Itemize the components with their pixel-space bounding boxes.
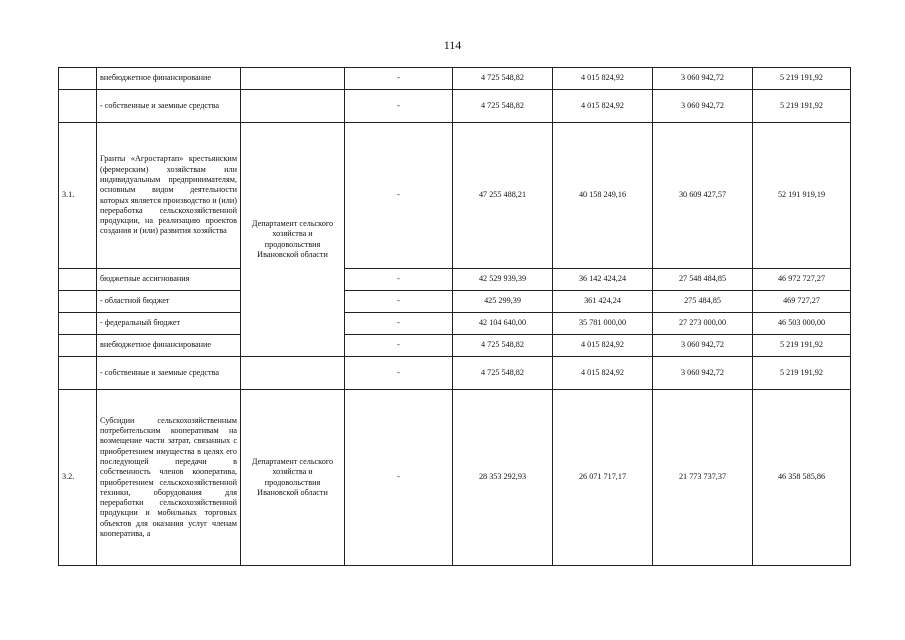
row-value-1: 425 299,39 [453,291,553,313]
row-value-3: 21 773 737,37 [653,390,753,566]
row-value-3: 3 060 942,72 [653,90,753,123]
row-value-3: 275 484,85 [653,291,753,313]
row-value-1: 42 104 640,00 [453,313,553,335]
row-number: 3.2. [59,390,97,566]
row-value-1: 47 255 488,21 [453,123,553,269]
row-department: Департамент сельского хозяйства и продовольствия Ивановской области [241,123,345,357]
row-col4: - [345,335,453,357]
row-value-2: 35 781 000,00 [553,313,653,335]
row-number [59,90,97,123]
row-description: внебюджетное финансирование [97,68,241,90]
page-number: 114 [443,38,462,52]
table-row [59,269,851,291]
row-department [241,357,345,390]
row-value-2: 40 158 249,16 [553,123,653,269]
row-description: бюджетные ассигнования [97,269,241,291]
row-value-4: 46 358 585,86 [753,390,851,566]
row-value-2: 26 071 717,17 [553,390,653,566]
row-value-2: 4 015 824,92 [553,335,653,357]
row-value-3: 3 060 942,72 [653,335,753,357]
row-number [59,68,97,90]
table-row [59,68,851,90]
row-department: Департамент сельского хозяйства и продовольствия Ивановской области [241,390,345,566]
row-col4: - [345,68,453,90]
table-row [59,390,851,566]
row-value-3: 27 548 484,85 [653,269,753,291]
row-description: - собственные и заемные средства [97,90,241,123]
table-row [59,291,851,313]
row-value-4: 5 219 191,92 [753,357,851,390]
row-number: 3.1. [59,123,97,269]
row-col4: - [345,123,453,269]
row-value-4: 46 503 000,00 [753,313,851,335]
row-description: - федеральный бюджет [97,313,241,335]
row-value-1: 4 725 548,82 [453,90,553,123]
row-value-4: 5 219 191,92 [753,68,851,90]
row-value-2: 36 142 424,24 [553,269,653,291]
row-number [59,357,97,390]
row-description: - областной бюджет [97,291,241,313]
row-value-3: 3 060 942,72 [653,357,753,390]
row-col4: - [345,90,453,123]
budget-table [58,67,851,566]
row-value-3: 27 273 000,00 [653,313,753,335]
row-value-4: 5 219 191,92 [753,90,851,123]
row-value-3: 30 609 427,57 [653,123,753,269]
row-value-2: 361 424,24 [553,291,653,313]
row-value-2: 4 015 824,92 [553,90,653,123]
row-number [59,291,97,313]
row-col4: - [345,357,453,390]
table-row [59,335,851,357]
row-department [241,68,345,90]
row-value-1: 42 529 939,39 [453,269,553,291]
row-value-3: 3 060 942,72 [653,68,753,90]
row-number [59,313,97,335]
row-value-4: 469 727,27 [753,291,851,313]
row-col4: - [345,390,453,566]
row-department [241,90,345,123]
row-number [59,269,97,291]
row-value-4: 52 191 919,19 [753,123,851,269]
row-col4: - [345,269,453,291]
row-description: внебюджетное финансирование [97,335,241,357]
row-col4: - [345,313,453,335]
row-value-2: 4 015 824,92 [553,68,653,90]
row-value-2: 4 015 824,92 [553,357,653,390]
row-value-1: 4 725 548,82 [453,335,553,357]
row-value-1: 4 725 548,82 [453,357,553,390]
row-value-4: 46 972 727,27 [753,269,851,291]
table-row [59,123,851,269]
table-row [59,357,851,390]
row-value-1: 28 353 292,93 [453,390,553,566]
row-number [59,335,97,357]
row-description: Субсидии сельскохозяйственным потребительским кооперативам на возмещение части затрат, связанных с приобретением имущества в целях его последующей передачи в собственность членов кооператива, приобретением сельскохозяйственной техники, оборудования для переработки сельскохозяйственной продукции и мобильных торговых объектов для оказания услуг членам кооператива, а [97,390,241,566]
row-description: Гранты «Агростартап» крестьянским (фермерским) хозяйствам или индивидуальным предпринимателям, основным видом деятельности которых является производство и (или) переработка сельскохозяйственной продукции, на реализацию проектов создания и (или) развития хозяйства [97,123,241,269]
row-col4: - [345,291,453,313]
row-description: - собственные и заемные средства [97,357,241,390]
row-value-4: 5 219 191,92 [753,335,851,357]
row-value-1: 4 725 548,82 [453,68,553,90]
table-row [59,90,851,123]
table-row [59,313,851,335]
